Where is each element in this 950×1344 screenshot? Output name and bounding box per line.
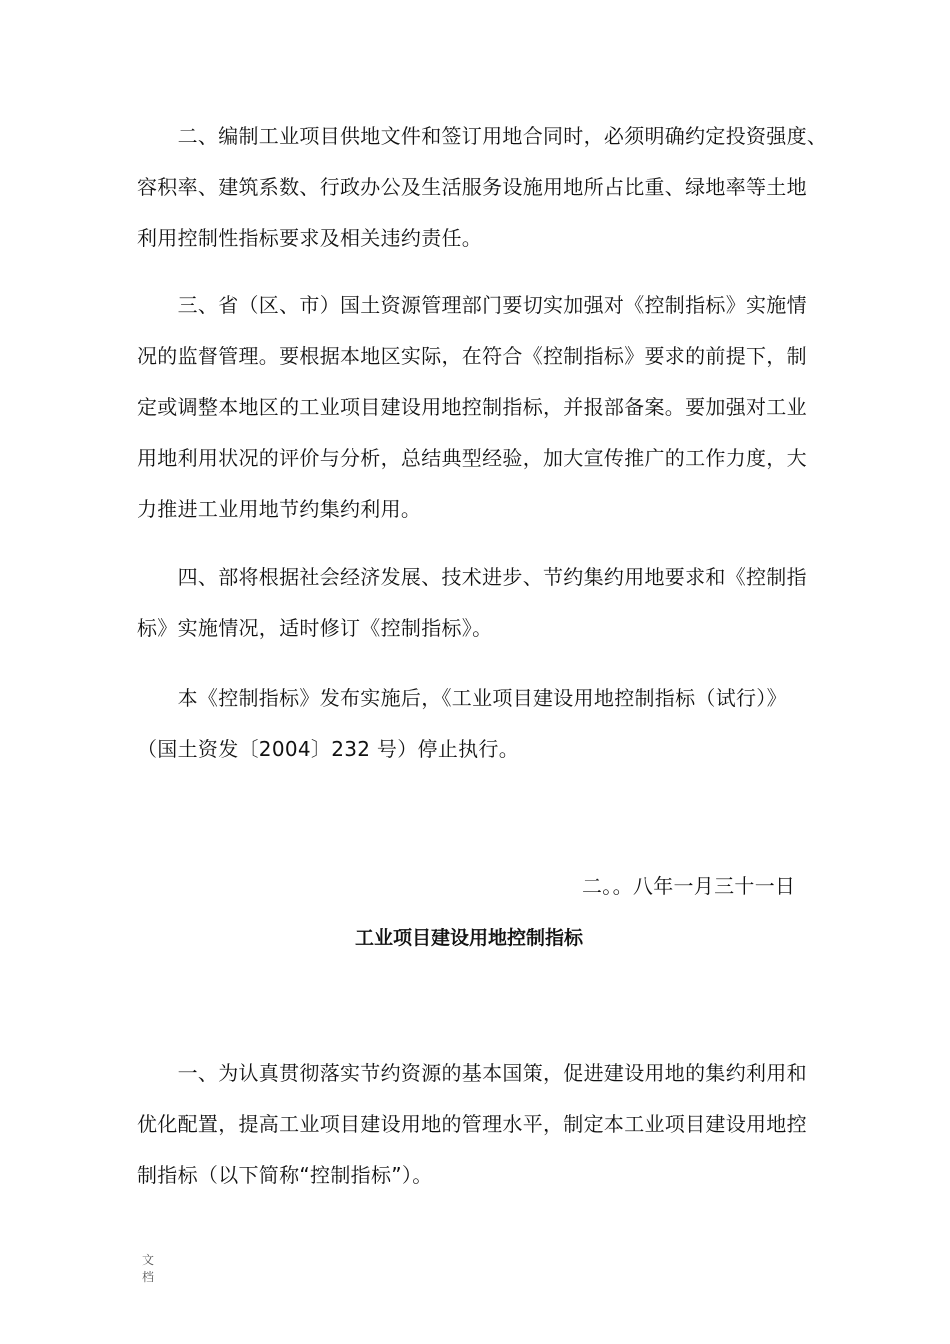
paragraph-line: 一、为认真贯彻落实节约资源的基本国策，促进建设用地的集约利用和 xyxy=(137,1061,807,1085)
paragraph-line: 利用控制性指标要求及相关违约责任。 xyxy=(137,226,483,250)
paragraph-line: 四、部将根据社会经济发展、技术进步、节约集约用地要求和《控制指 xyxy=(137,565,807,589)
paragraph-line: 况的监督管理。要根据本地区实际，在符合《控制指标》要求的前提下，制 xyxy=(137,344,807,368)
paragraph-line: 力推进工业用地节约集约利用。 xyxy=(137,497,422,521)
paragraph-line: 用地利用状况的评价与分析，总结典型经验，加大宣传推广的工作力度，大 xyxy=(137,446,807,470)
document-title: 工业项目建设用地控制指标 xyxy=(355,927,584,949)
paragraph-line: 优化配置，提高工业项目建设用地的管理水平，制定本工业项目建设用地控 xyxy=(137,1112,807,1136)
footer-mark: 文档 xyxy=(142,1253,155,1284)
paragraph-line: 制指标（以下简称“控制指标”）。 xyxy=(137,1163,433,1187)
paragraph-line: （国土资发〔2004〕232 号）停止执行。 xyxy=(137,737,520,761)
paragraph-line: 定或调整本地区的工业项目建设用地控制指标，并报部备案。要加强对工业 xyxy=(137,395,807,419)
paragraph-line: 三、省（区、市）国土资源管理部门要切实加强对《控制指标》实施情 xyxy=(137,293,807,317)
paragraph-line: 本《控制指标》发布实施后，《工业项目建设用地控制指标（试行）》 xyxy=(137,686,787,710)
paragraph-line: 标》实施情况，适时修订《控制指标》。 xyxy=(137,616,493,640)
paragraph-line: 容积率、建筑系数、行政办公及生活服务设施用地所占比重、绿地率等土地 xyxy=(137,175,807,199)
issue-date: 二。。八年一月三十一日 xyxy=(582,874,796,898)
paragraph-line: 二、编制工业项目供地文件和签订用地合同时，必须明确约定投资强度、 xyxy=(137,124,828,148)
